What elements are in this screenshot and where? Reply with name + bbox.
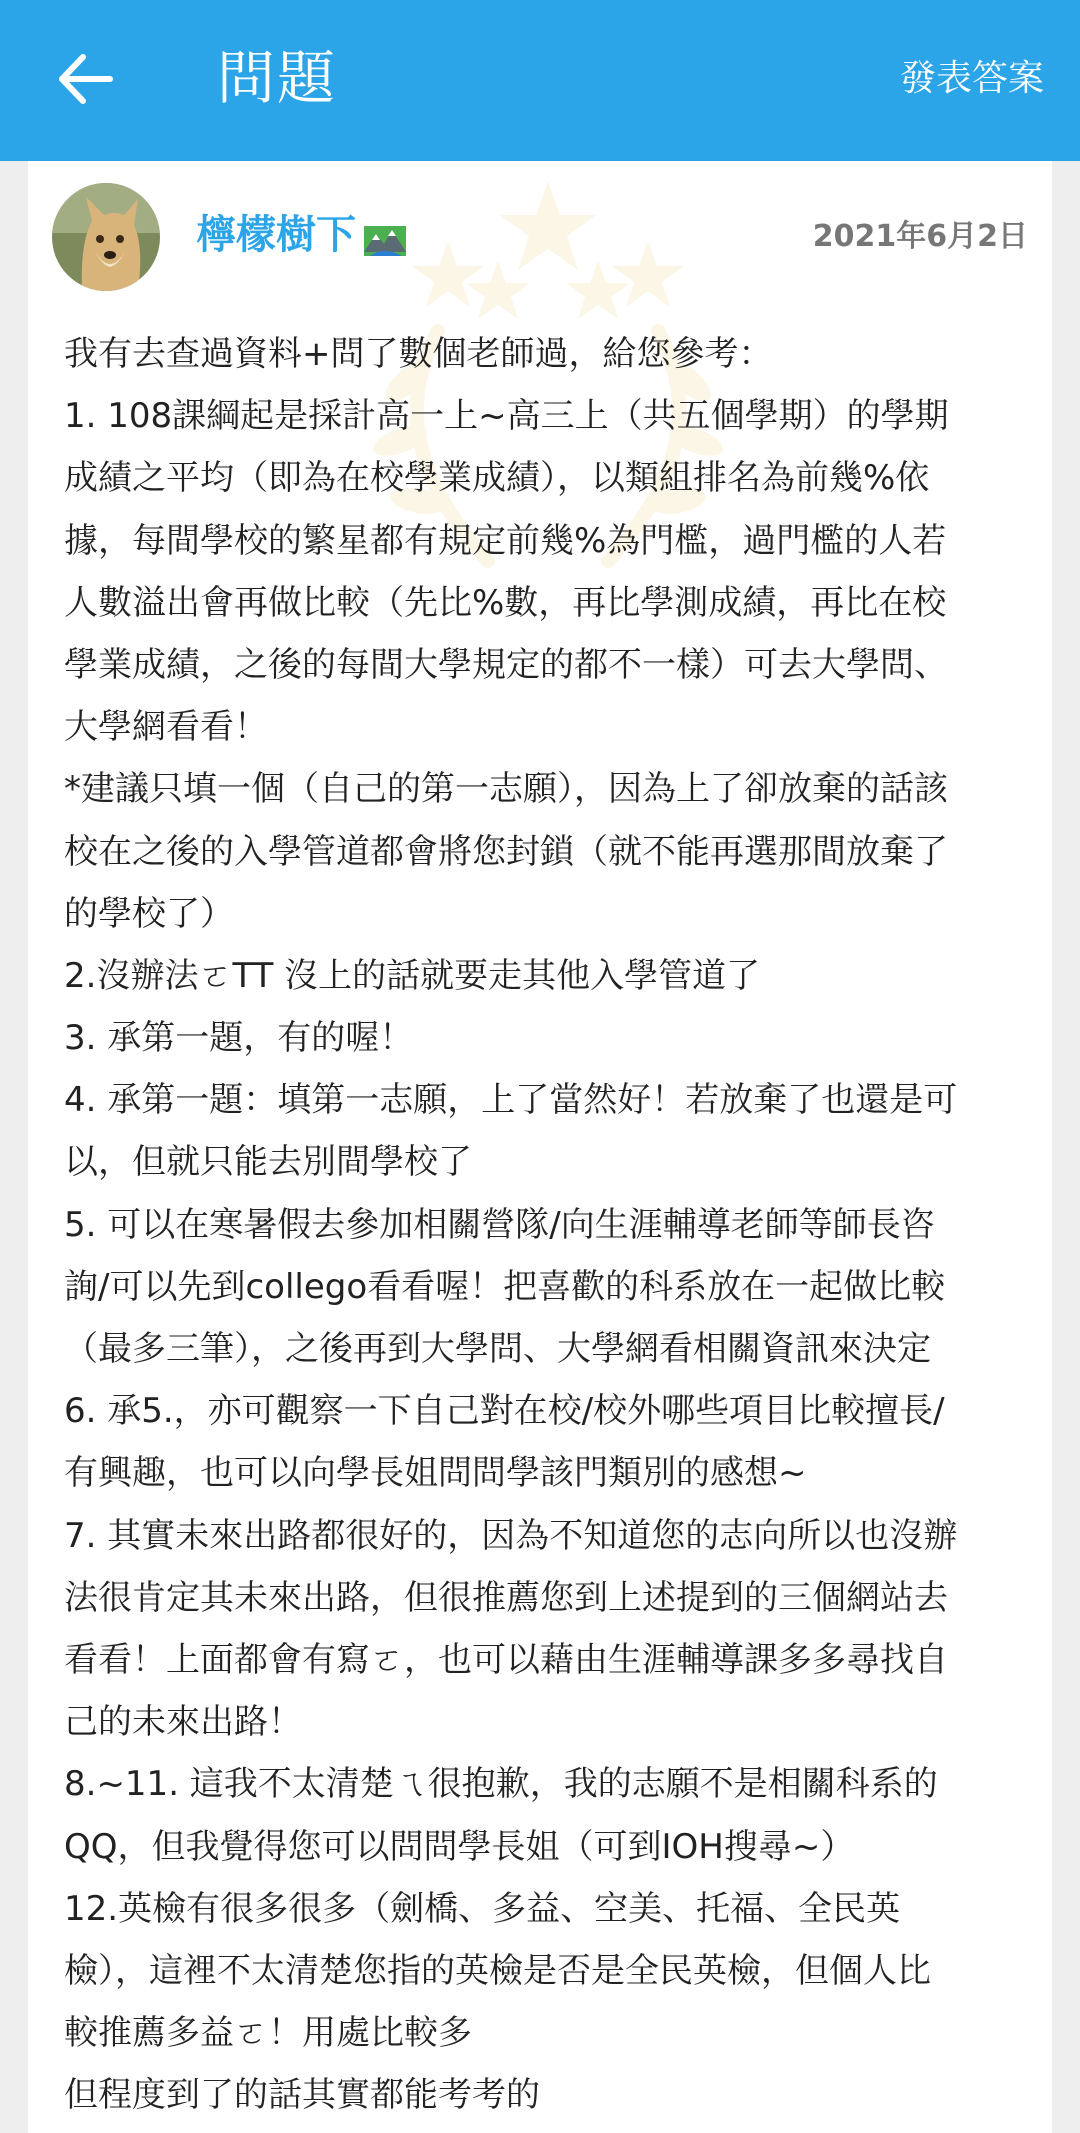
answer-line: 8.~11. 這我不太清楚ㄟ很抱歉，我的志願不是相關科系的 bbox=[64, 1764, 938, 1805]
answer-line: 詢/可以先到collego看看喔！把喜歡的科系放在一起做比較 bbox=[64, 1266, 946, 1307]
mountain-landscape-icon bbox=[362, 212, 408, 258]
answer-line: 己的未來出路！ bbox=[64, 1702, 302, 1743]
answer-line: 有興趣，也可以向學長姐問問學該門類別的感想~ bbox=[64, 1453, 807, 1494]
answer-line: 大學網看看！ bbox=[64, 707, 268, 748]
answer-line: 3. 承第一題，有的喔！ bbox=[64, 1018, 414, 1059]
answer-line: 2.沒辦法ㄛTT 沒上的話就要走其他入學管道了 bbox=[64, 955, 761, 996]
answer-line: 法很肯定其未來出路，但很推薦您到上述提到的三個網站去 bbox=[64, 1577, 948, 1618]
page-title: 問題 bbox=[217, 44, 338, 112]
answer-line: 據，每間學校的繁星都有規定前幾%為門檻，過門檻的人若 bbox=[64, 520, 947, 561]
answer-line: *建議只填一個（自己的第一志願），因為上了卻放棄的話該 bbox=[64, 769, 948, 810]
author-name[interactable]: 檸檬樹下 bbox=[196, 212, 356, 258]
answer-line: QQ，但我覺得您可以問問學長姐（可到IOH搜尋~） bbox=[64, 1826, 855, 1867]
answer-body bbox=[64, 323, 1026, 2126]
answer-line: 學業成績，之後的每間大學規定的都不一樣）可去大學問、 bbox=[64, 644, 948, 685]
answer-line: 成績之平均（即為在校學業成績），以類組排名為前幾%依 bbox=[64, 458, 930, 499]
answer-line: 4. 承第一題：填第一志願，上了當然好！若放棄了也還是可 bbox=[64, 1080, 958, 1121]
answer-line: 6. 承5.，亦可觀察一下自己對在校/校外哪些項目比較擅長/ bbox=[64, 1391, 945, 1432]
answer-line: 我有去查過資料+問了數個老師過，給您參考： bbox=[64, 334, 773, 374]
answer-line: 1. 108課綱起是採計高一上~高三上（共五個學期）的學期 bbox=[64, 396, 949, 437]
app-bar bbox=[0, 0, 1080, 161]
answer-line: 7. 其實未來出路都很好的，因為不知道您的志向所以也沒辦 bbox=[64, 1515, 958, 1556]
answer-line: 但程度到了的話其實都能考考的 bbox=[64, 2075, 540, 2116]
dog-avatar-icon bbox=[52, 183, 160, 291]
answer-line: （最多三筆），之後再到大學問、大學網看相關資訊來決定 bbox=[64, 1329, 931, 1369]
answer-line: 較推薦多益ㄛ！用處比較多 bbox=[64, 2013, 472, 2054]
answer-line: 12.英檢有很多很多（劍橋、多益、空美、托福、全民英 bbox=[64, 1888, 901, 1929]
back-button[interactable] bbox=[50, 44, 120, 114]
answer-line: 以，但就只能去別間學校了 bbox=[64, 1142, 472, 1183]
arrow-left-icon bbox=[50, 44, 120, 114]
post-answer-button[interactable]: 發表答案 bbox=[899, 58, 1044, 99]
answer-line: 的學校了） bbox=[64, 893, 234, 934]
author-info[interactable] bbox=[196, 207, 408, 263]
answer-line: 5. 可以在寒暑假去參加相關營隊/向生涯輔導老師等師長咨 bbox=[64, 1204, 935, 1245]
answer-line: 校在之後的入學管道都會將您封鎖（就不能再選那間放棄了 bbox=[64, 831, 948, 872]
answer-line: 看看！上面都會有寫ㄛ，也可以藉由生涯輔導課多多尋找自 bbox=[64, 1639, 948, 1680]
answer-line: 人數溢出會再做比較（先比%數，再比學測成績，再比在校 bbox=[64, 582, 947, 623]
author-avatar[interactable] bbox=[52, 183, 160, 291]
answer-line: 檢），這裡不太清楚您指的英檢是否是全民英檢，但個人比 bbox=[64, 1950, 931, 1991]
post-date: 2021年6月2日 bbox=[812, 219, 1028, 254]
answer-card bbox=[28, 161, 1052, 2133]
